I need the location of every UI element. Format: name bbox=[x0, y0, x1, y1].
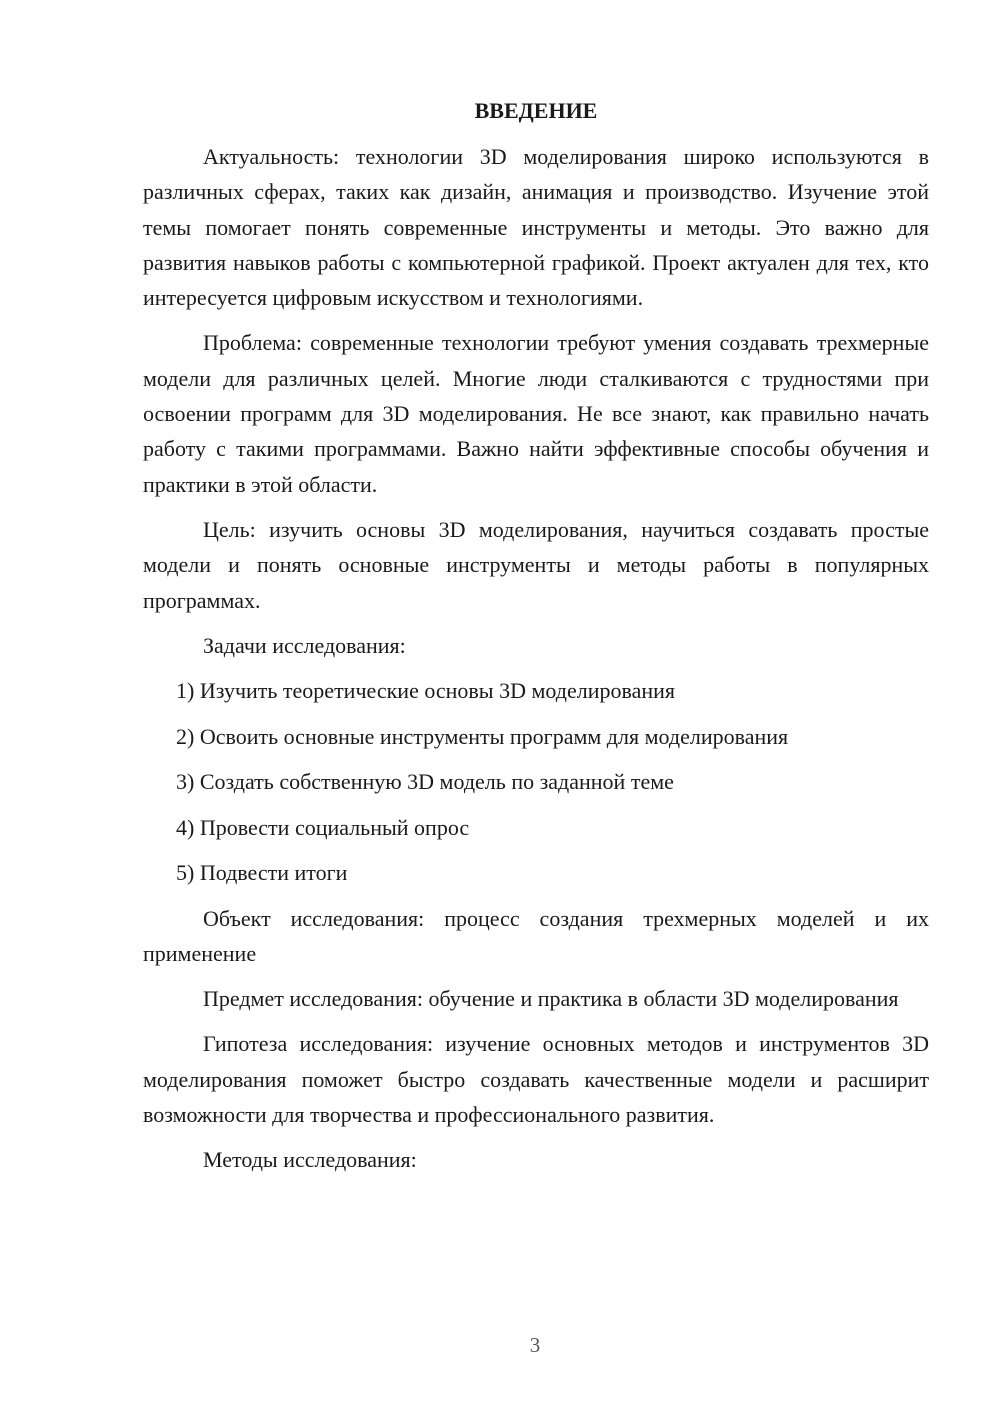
list-item: 5) Подвести итоги bbox=[176, 860, 348, 886]
paragraph-object: Объект исследования: процесс создания трехмерных моделей и их применение bbox=[143, 905, 929, 966]
paragraph-methods-heading: Методы исследования: bbox=[203, 1147, 417, 1173]
document-body bbox=[143, 96, 929, 1178]
paragraph-problem: Проблема: современные технологии требуют умения создавать трехмерные модели для различных целей. Многие люди сталкиваются с трудностями при освоении программ для 3D моделирования. Не все знают, как правильно начать работу с такими программами. Важно найти эффективные способы обучения и практики в этой области. bbox=[143, 330, 929, 497]
paragraph-subject: Предмет исследования: обучение и практика в области 3D моделирования bbox=[203, 986, 899, 1012]
list-item: 4) Провести социальный опрос bbox=[176, 814, 470, 840]
paragraph-relevance: Актуальность: технологии 3D моделирования широко используются в различных сферах, таких как дизайн, анимация и производство. Изучение этой темы помогает понять современные инструменты и методы. Это важно для развития навыков работы с компьютерной графикой. Проект актуален для тех, кто интересуется цифровым искусством и технологиями. bbox=[143, 144, 929, 311]
list-item: 1) Изучить теоретические основы 3D моделирования bbox=[176, 678, 675, 704]
paragraph-hypothesis: Гипотеза исследования: изучение основных методов и инструментов 3D моделирования поможет быстро создавать качественные модели и расширит возможности для творчества и профессионального развития. bbox=[143, 1031, 929, 1128]
page-title: ВВЕДЕНИЕ bbox=[474, 98, 598, 123]
page-number: 3 bbox=[529, 1333, 541, 1357]
paragraph-tasks-heading: Задачи исследования: bbox=[203, 632, 406, 658]
paragraph-goal: Цель: изучить основы 3D моделирования, научиться создавать простые модели и понять основные инструменты и методы работы в популярных программах. bbox=[143, 516, 929, 613]
list-item: 3) Создать собственную 3D модель по заданной теме bbox=[176, 769, 674, 795]
list-item: 2) Освоить основные инструменты программ для моделирования bbox=[176, 723, 789, 749]
